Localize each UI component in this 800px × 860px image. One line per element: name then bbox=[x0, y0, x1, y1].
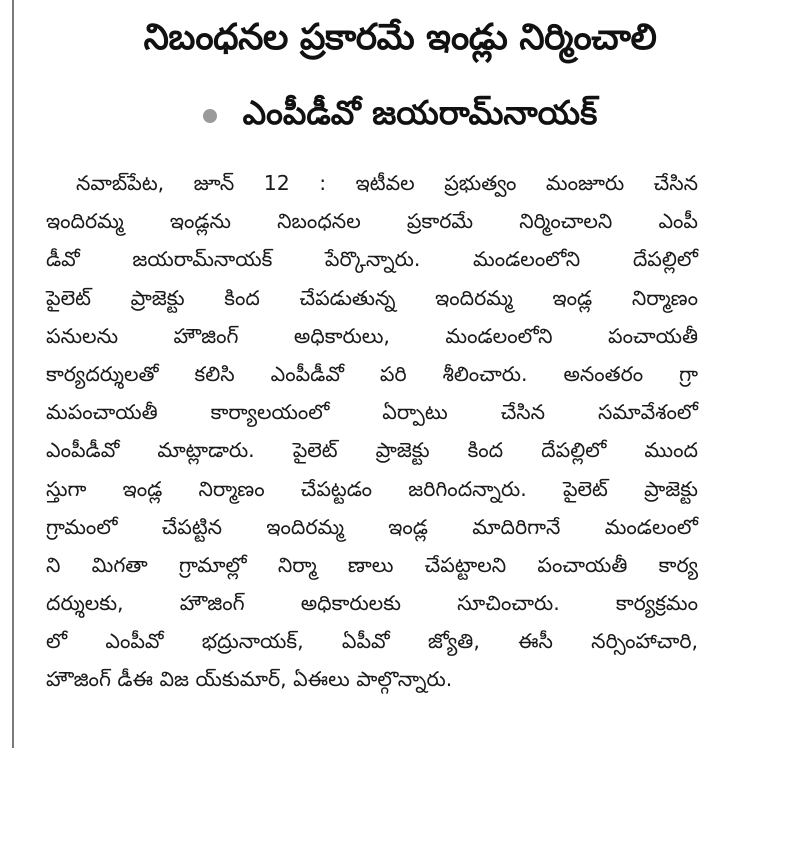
body-line: లో ఎంపీవో భద్రునాయక్, ఏపీవో జ్యోతి, ఈసీ నర్సింహాచారి, bbox=[46, 629, 698, 654]
bullet-icon bbox=[203, 109, 217, 123]
body-line: గ్రామంలో చేపట్టిన ఇందిరమ్మ ఇండ్ల మాదిరిగానే మండలంలో bbox=[46, 514, 698, 539]
headline: నిబంధనల ప్రకారమే ఇండ్లు నిర్మించాలి bbox=[143, 17, 657, 58]
subheading: ఎంపీడీవో జయరామ్‌నాయక్ bbox=[242, 92, 598, 132]
body-line: స్తుగా ఇండ్ల నిర్మాణం చేపట్టడం జరిగిందన్నారు. పైలెట్ ప్రాజెక్టు bbox=[46, 476, 698, 501]
body-line: నవాబ్‌పేట, జూన్ 12 : ఇటీవల ప్రభుత్వం మంజూరు చేసిన bbox=[76, 171, 698, 195]
subheading-row bbox=[100, 84, 700, 148]
body-line: హౌజింగ్ డీఈ విజ య్‌కుమార్, ఏఈలు పాల్గొన్నారు. bbox=[46, 667, 453, 692]
body-line: ని మిగతా గ్రామాల్లో నిర్మా ణాలు చేపట్టాలని పంచాయతీ కార్య bbox=[46, 552, 698, 577]
column-rule bbox=[12, 0, 14, 748]
body-line: పైలెట్ ప్రాజెక్టు కింద చేపడుతున్న ఇందిరమ్మ ఇండ్ల నిర్మాణం bbox=[46, 285, 698, 310]
body-line: ఎంపీడీవో మాట్లాడారు. పైలెట్ ప్రాజెక్టు కింద దేపల్లిలో ముంద bbox=[46, 438, 698, 463]
article-body bbox=[46, 164, 698, 699]
body-line: డీవో జయరామ్‌నాయక్ పేర్కొన్నారు. మండలంలోని దేపల్లిలో bbox=[46, 247, 698, 272]
body-line: దర్శులకు, హౌజింగ్ అధికారులకు సూచించారు. కార్యక్రమం bbox=[46, 591, 698, 616]
body-line: పనులను హౌజింగ్ అధికారులు, మండలంలోని పంచాయతీ bbox=[46, 323, 698, 348]
body-line: ఇందిరమ్మ ఇండ్లను నిబంధనల ప్రకారమే నిర్మించాలని ఎంపీ bbox=[46, 209, 698, 234]
body-line: మపంచాయతీ కార్యాలయంలో ఏర్పాటు చేసిన సమావేశంలో bbox=[46, 400, 698, 425]
body-line: కార్యదర్శులతో కలిసి ఎంపీడీవో పరి శీలించారు. అనంతరం గ్రా bbox=[46, 361, 698, 386]
